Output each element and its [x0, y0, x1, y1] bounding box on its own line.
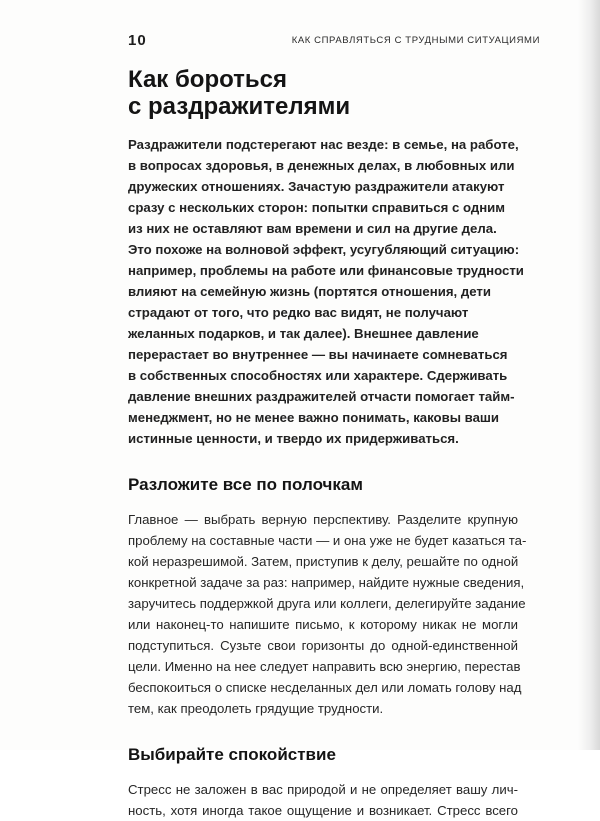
body-line: конкретной задаче за раз: например, найдите нужные сведения, — [128, 575, 525, 590]
body-line: заручитесь поддержкой друга или коллеги, делегируйте задание — [128, 596, 526, 611]
intro-line: в вопросах здоровья, в денежных делах, в любовных или — [128, 158, 515, 173]
intro-line: сразу с нескольких сторон: попытки справиться с одним — [128, 200, 506, 215]
chapter-title — [128, 66, 518, 120]
chapter-title-line: с раздражителями — [128, 93, 351, 120]
chapter-intro — [128, 134, 524, 449]
intro-line: перерастает во внутреннее — вы начинаете сомневаться — [128, 347, 508, 362]
body-line: кой неразрешимой. Затем, приступив к делу, решайте по одной — [128, 554, 519, 569]
intro-line: влияют на семейную жизнь (портятся отношения, дети — [128, 284, 491, 299]
section-heading: Разложите все по полочкам — [128, 475, 363, 494]
intro-line: в собственных способностях или характере. Сдерживать — [128, 368, 508, 383]
body-line: тем, как преодолеть грядущие трудности. — [128, 701, 384, 716]
intro-line: истинные ценности, и твердо их придерживаться. — [128, 431, 459, 446]
page-number: 10 — [128, 32, 147, 49]
running-title: КАК СПРАВЛЯТЬСЯ С ТРУДНЫМИ СИТУАЦИЯМИ — [291, 35, 540, 46]
body-line: беспокоиться о списке несделанных дел или ломать голову над — [128, 680, 522, 695]
body-line: Главное — выбрать верную перспективу. Разделите крупную — [128, 512, 518, 527]
page-content — [128, 66, 527, 821]
intro-line: дружеских отношениях. Зачастую раздражители атакуют — [128, 179, 505, 194]
intro-line: из них не оставляют вам времени и сил на другие дела. — [128, 221, 497, 236]
section-heading: Выбирайте спокойствие — [128, 745, 336, 764]
body-line: Стресс не заложен в вас природой и не определяет вашу лич- — [128, 782, 518, 797]
intro-line: страдают от того, что редко вас видят, не получают — [128, 305, 469, 320]
intro-line: например, проблемы на работе или финансовые трудности — [128, 263, 524, 278]
intro-line: Это похоже на волновой эффект, усугубляющий ситуацию: — [128, 242, 520, 257]
body-line: или наконец-то напишите письмо, к которому никак не могли — [128, 617, 518, 632]
page-edge-shadow — [578, 0, 600, 750]
intro-line: желанных подарков, и так далее). Внешнее давление — [128, 326, 479, 341]
body-line: ность, хотя иногда такое ощущение и возникает. Стресс всего — [128, 803, 518, 818]
section-body — [128, 779, 518, 821]
body-line: подступиться. Сузьте свои горизонты до одной-единственной — [128, 638, 518, 653]
running-head — [128, 32, 540, 52]
chapter-title-line: Как бороться — [128, 66, 288, 93]
intro-line: давление внешних раздражителей отчасти помогает тайм- — [128, 389, 515, 404]
body-line: цели. Именно на нее следует направить всю энергию, перестав — [128, 659, 521, 674]
section-body — [128, 509, 527, 719]
intro-line: Раздражители подстерегают нас везде: в семье, на работе, — [128, 137, 519, 152]
intro-line: менеджмент, но не менее важно понимать, каковы ваши — [128, 410, 500, 425]
body-line: проблему на составные части — и она уже не будет казаться та- — [128, 533, 527, 548]
